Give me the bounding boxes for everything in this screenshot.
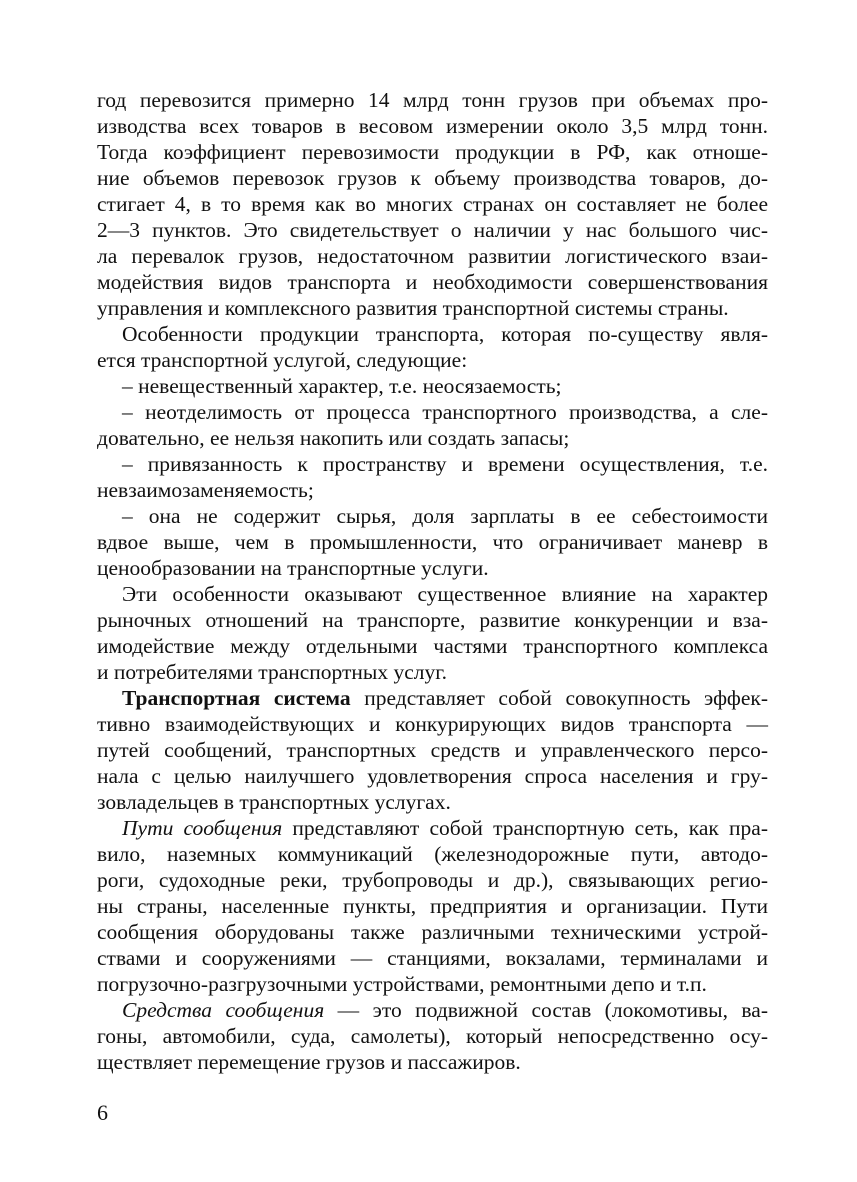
- line-text: изводства всех товаров в весовом измерении около 3,5 млрд тонн.: [97, 114, 768, 138]
- text-line: [122, 321, 768, 347]
- line-text: год перевозится примерно 14 млрд тонн грузов при объемах про-: [97, 88, 768, 112]
- text-line: [97, 763, 768, 789]
- line-text: 2—3 пунктов. Это свидетельствует о наличии у нас большого чис-: [97, 218, 768, 242]
- text-line: [97, 165, 768, 191]
- text-line: [97, 633, 768, 659]
- text-line: [97, 737, 768, 763]
- bold-term: Транспортная система: [122, 686, 351, 710]
- line-text: и потребителями транспортных услуг.: [97, 660, 448, 684]
- line-text: представляет собой совокупность эффек-: [350, 686, 768, 710]
- line-text: – привязанность к пространству и времени осуществления, т.е.: [122, 452, 768, 476]
- text-line: [97, 1049, 768, 1075]
- text-line: [97, 711, 768, 737]
- page-number: 6: [97, 1100, 108, 1125]
- line-text: путей сообщений, транспортных средств и управленческого персо-: [97, 738, 768, 762]
- line-text: вдвое выше, чем в промышленности, что ограничивает маневр в: [97, 530, 768, 554]
- line-text: ществляет перемещение грузов и пассажиров.: [97, 1050, 521, 1074]
- line-text: модействия видов транспорта и необходимости совершенствования: [97, 270, 768, 294]
- text-line: [97, 789, 768, 815]
- line-text: — это подвижной состав (локомотивы, ва-: [324, 998, 769, 1022]
- line-text: роги, судоходные реки, трубопроводы и др.), связывающих регио-: [97, 868, 768, 892]
- text-line: [122, 373, 768, 399]
- italic-term: Пути сообщения: [122, 816, 283, 840]
- line-text: вило, наземных коммуникаций (железнодорожные пути, автодо-: [97, 842, 768, 866]
- text-line: [122, 685, 768, 711]
- text-line: [122, 451, 768, 477]
- text-line: [97, 659, 768, 685]
- line-text: – невещественный характер, т.е. неосязаемость;: [122, 374, 562, 398]
- text-line: [97, 269, 768, 295]
- text-line: [97, 529, 768, 555]
- line-text: тивно взаимодействующих и конкурирующих видов транспорта —: [97, 712, 768, 736]
- line-text: погрузочно-разгрузочными устройствами, ремонтными депо и т.п.: [97, 972, 707, 996]
- line-text: гоны, автомобили, суда, самолеты), который непосредственно осу-: [97, 1024, 768, 1048]
- text-line: [97, 893, 768, 919]
- line-text: Тогда коэффициент перевозимости продукции в РФ, как отноше-: [97, 140, 768, 164]
- line-text: ны страны, населенные пункты, предприятия и организации. Пути: [97, 894, 768, 918]
- line-text: Особенности продукции транспорта, которая по-существу явля-: [122, 322, 768, 346]
- text-line: [97, 607, 768, 633]
- text-line: [97, 113, 768, 139]
- text-line: [97, 217, 768, 243]
- line-text: невзаимозаменяемость;: [97, 478, 314, 502]
- line-text: сообщения оборудованы также различными техническими устрой-: [97, 920, 768, 944]
- line-text: стигает 4, в то время как во многих странах он составляет не более: [97, 192, 768, 216]
- text-line: [97, 841, 768, 867]
- text-line: [97, 425, 768, 451]
- line-text: представляют собой транспортную сеть, как пра-: [282, 816, 768, 840]
- text-line: [97, 971, 768, 997]
- line-text: – неотделимость от процесса транспортного производства, а сле-: [122, 400, 768, 424]
- line-text: ствами и сооружениями — станциями, вокзалами, терминалами и: [97, 946, 768, 970]
- line-text: нала с целью наилучшего удовлетворения спроса населения и гру-: [97, 764, 768, 788]
- line-text: Эти особенности оказывают существенное влияние на характер: [122, 582, 768, 606]
- text-line: [97, 139, 768, 165]
- italic-term: Средства сообщения: [122, 998, 325, 1022]
- text-line: [97, 555, 768, 581]
- text-line: [97, 347, 768, 373]
- text-line: [122, 581, 768, 607]
- text-line: [97, 191, 768, 217]
- line-text: ценообразовании на транспортные услуги.: [97, 556, 489, 580]
- line-text: ла перевалок грузов, недостаточном развитии логистического взаи-: [97, 244, 768, 268]
- text-line: [97, 919, 768, 945]
- text-line: [122, 503, 768, 529]
- text-line: [97, 1023, 768, 1049]
- line-text: довательно, ее нельзя накопить или создать запасы;: [97, 426, 570, 450]
- text-line: [97, 87, 768, 113]
- text-line: [97, 477, 768, 503]
- text-line: [122, 815, 768, 841]
- text-line: [97, 295, 768, 321]
- text-line: [97, 867, 768, 893]
- line-text: ние объемов перевозок грузов к объему производства товаров, до-: [97, 166, 768, 190]
- text-line: [97, 945, 768, 971]
- text-line: [122, 399, 768, 425]
- line-text: имодействие между отдельными частями транспортного комплекса: [97, 634, 768, 658]
- line-text: управления и комплексного развития транспортной системы страны.: [97, 296, 729, 320]
- line-text: зовладельцев в транспортных услугах.: [97, 790, 451, 814]
- text-line: [122, 997, 768, 1023]
- line-text: ется транспортной услугой, следующие:: [97, 348, 468, 372]
- line-text: рыночных отношений на транспорте, развитие конкуренции и вза-: [97, 608, 768, 632]
- line-text: – она не содержит сырья, доля зарплаты в ее себестоимости: [122, 504, 768, 528]
- text-line: [97, 243, 768, 269]
